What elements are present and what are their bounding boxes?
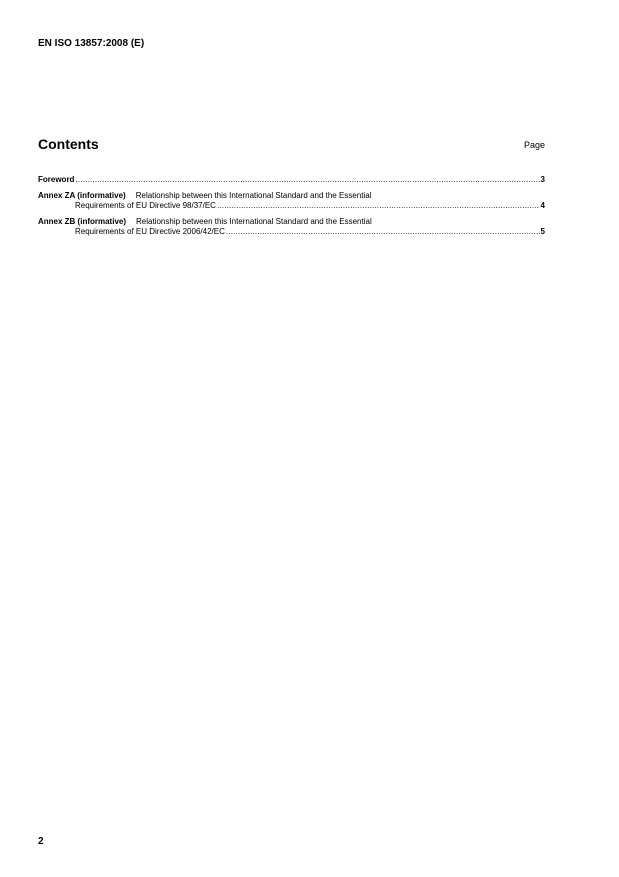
toc-entry-title[interactable]: Relationship between this International Standard and the Essential (135, 191, 372, 200)
dot-leader (217, 201, 540, 211)
contents-heading: Contents (38, 136, 99, 152)
toc-entry-page[interactable]: 5 (540, 227, 545, 236)
toc-entry-page[interactable]: 4 (540, 201, 545, 210)
toc-entry-title-continued[interactable]: Requirements of EU Directive 2006/42/EC (75, 227, 225, 236)
table-of-contents (38, 175, 545, 237)
toc-entry-label[interactable]: Foreword (38, 175, 75, 184)
toc-entry-annex-za[interactable] (38, 191, 545, 211)
toc-entry-annex-zb[interactable] (38, 217, 545, 237)
dot-leader (226, 227, 540, 237)
toc-entry-foreword[interactable] (38, 175, 545, 185)
toc-entry-label[interactable]: Annex ZB (informative) (38, 217, 127, 226)
toc-entry-title[interactable]: Relationship between this International Standard and the Essential (136, 217, 372, 226)
page-number: 2 (38, 836, 44, 847)
toc-entry-page[interactable]: 3 (540, 175, 545, 184)
document-header: EN ISO 13857:2008 (E) (38, 38, 145, 49)
dot-leader (75, 175, 539, 185)
page-column-label: Page (523, 140, 545, 150)
toc-entry-label[interactable]: Annex ZA (informative) (38, 191, 126, 200)
toc-entry-title-continued[interactable]: Requirements of EU Directive 98/37/EC (75, 201, 216, 210)
